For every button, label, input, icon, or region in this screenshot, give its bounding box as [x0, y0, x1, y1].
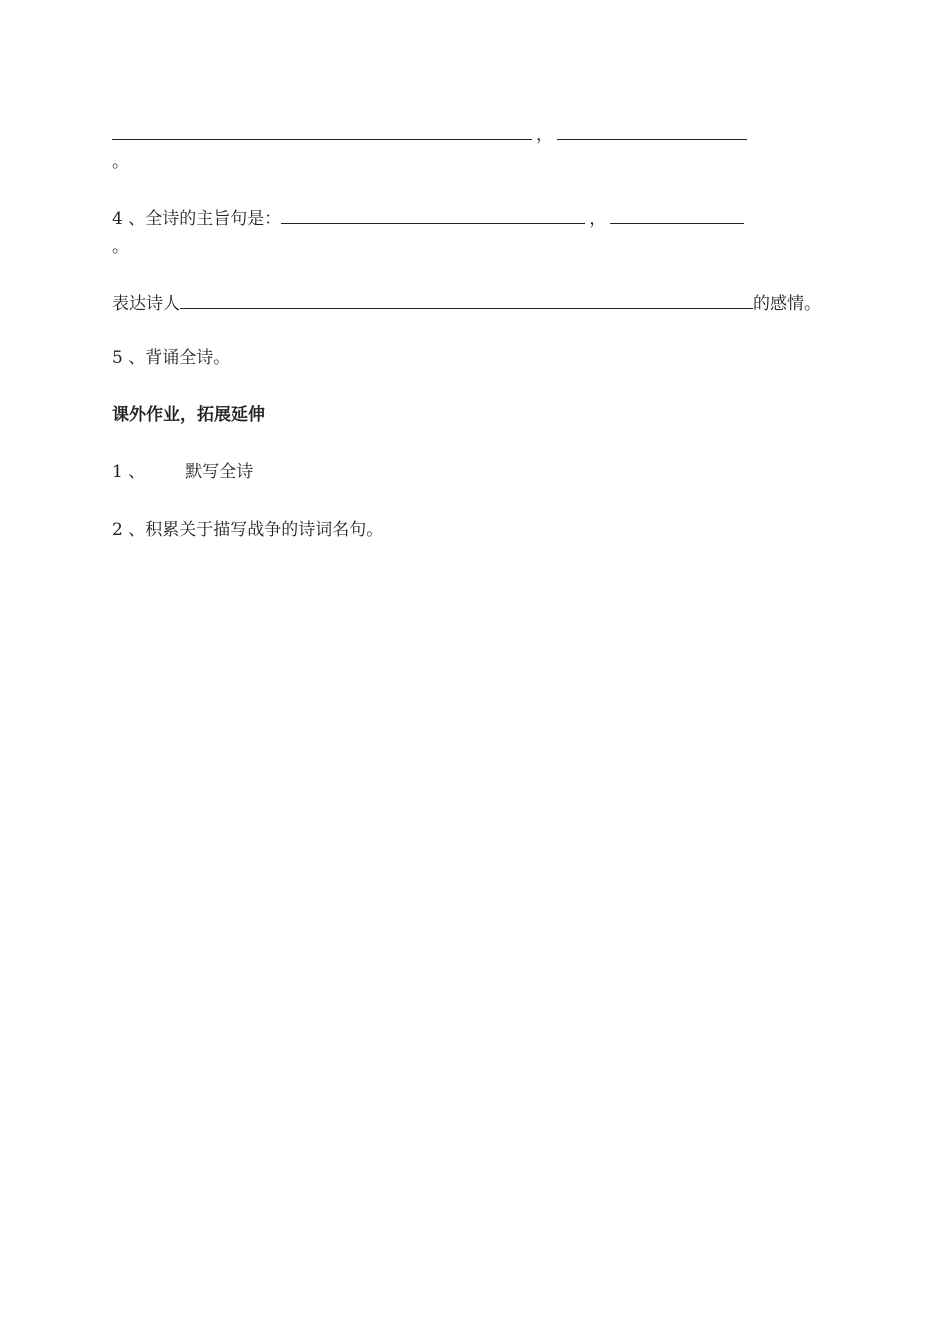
- item-text: 积累关于描写战争的诗词名句。: [145, 520, 384, 540]
- homework-heading: 课外作业，拓展延伸: [112, 405, 265, 425]
- homework-item: [112, 520, 383, 540]
- answer-blank[interactable]: [557, 123, 747, 140]
- homework-item: [112, 462, 253, 482]
- item-number: 1 、: [112, 462, 146, 482]
- q4-period: 。: [112, 237, 129, 257]
- q4-line: [112, 207, 744, 229]
- item-text: 默写全诗: [185, 462, 254, 482]
- answer-blank[interactable]: [180, 292, 753, 309]
- q5-text: 5 、背诵全诗。: [112, 348, 231, 368]
- answer-blank[interactable]: [610, 207, 744, 224]
- q3-period: 。: [112, 152, 129, 172]
- answer-blank[interactable]: [281, 207, 585, 224]
- answer-blank[interactable]: [112, 123, 532, 140]
- q3-answer-line: [112, 123, 747, 145]
- comma: ，: [589, 209, 607, 229]
- express-prefix: 表达诗人: [112, 294, 180, 314]
- item-number: 2 、: [112, 520, 146, 540]
- express-suffix: 的感情。: [753, 294, 821, 314]
- q4-express-line: [112, 292, 821, 314]
- q4-prompt: 4 、全诗的主旨句是：: [112, 209, 282, 229]
- comma: ，: [536, 125, 553, 145]
